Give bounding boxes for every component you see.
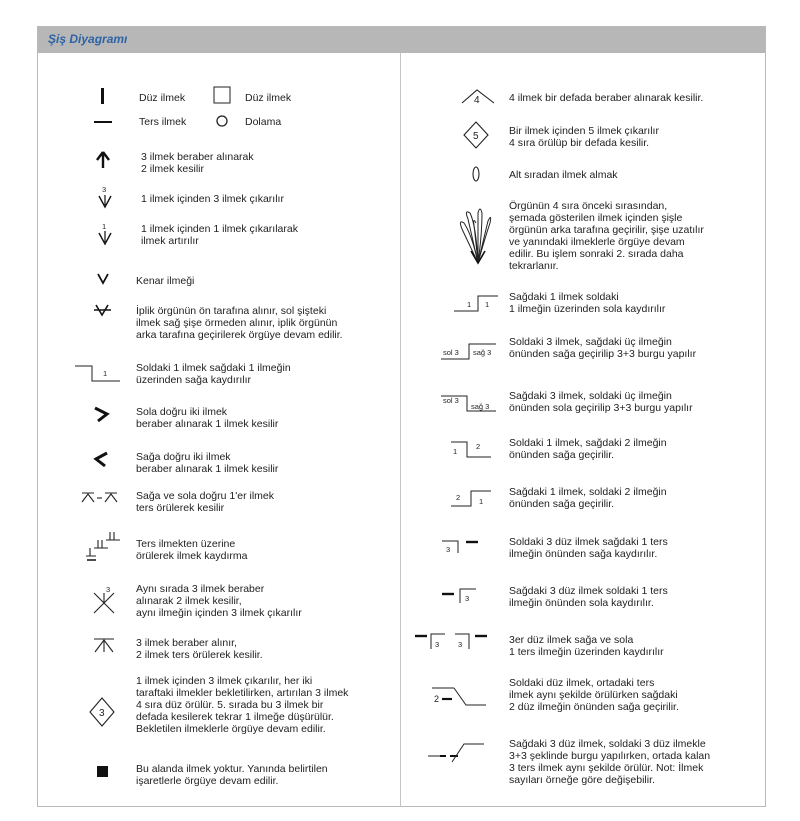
row-cable3-purl-right-line1: Soldaki 3 düz ilmek sağdaki 1 ters bbox=[509, 536, 668, 548]
cable-1-2-b: 2 bbox=[476, 442, 481, 451]
row-cable12-line1: Soldaki 1 ilmek, sağdaki 2 ilmeğin bbox=[509, 437, 667, 449]
row-cable3-purl-right-line2: ilmeğin önünden sağa kaydırılır. bbox=[509, 548, 658, 560]
row-inc1-line1: 1 ilmek içinden 1 ilmek çıkarılarak bbox=[141, 223, 298, 235]
row-purl-dec bbox=[136, 490, 274, 514]
row-bobble5 bbox=[509, 125, 659, 149]
row-cable3-left bbox=[509, 390, 693, 414]
row-cdd-line2: 2 ilmek kesilir bbox=[141, 163, 205, 175]
row-purl-slip-line1: Ters ilmekten üzerine bbox=[136, 538, 236, 550]
cable-3-purl-right-num: 3 bbox=[446, 545, 451, 554]
row-k2tog-line2: beraber alınarak 1 ilmek kesilir bbox=[136, 463, 279, 475]
row-flower-line2: şemada gösterilen ilmek içinden şişle bbox=[509, 212, 683, 224]
row-bobble bbox=[136, 675, 348, 735]
cable-2-1-b: 1 bbox=[479, 497, 484, 506]
row-cable3-left-line2: önünden sola geçirilip 3+3 burgu yapılır bbox=[509, 402, 693, 414]
row-cable-3-purl-3-line1: Sağdaki 3 düz ilmek, soldaki 3 düz ilmekle bbox=[509, 738, 706, 750]
row-bobble-line2: taraftaki ilmekler bekletilirken, artırılan 3 ilmek bbox=[136, 687, 349, 699]
row-slip-line2: ilmek sağ şişe örmeden alınır, iplik örgünün bbox=[136, 317, 338, 329]
row-no-stitch-line2: işaretlerle örgüye devam edilir. bbox=[136, 775, 279, 787]
row-cable3-purl-right bbox=[509, 536, 668, 560]
cable-both-b: 3 bbox=[458, 640, 463, 649]
row-cable3-right-line1: Soldaki 3 ilmek, sağdaki üç ilmeğin bbox=[509, 336, 672, 348]
row-cable-knit-purl-line1: Soldaki düz ilmek, ortadaki ters bbox=[509, 677, 655, 689]
row-cable21-line2: önünden sağa geçirilir. bbox=[509, 498, 615, 510]
cable-3x3-left-b: sağ 3 bbox=[471, 402, 490, 411]
row-bobble-line4: defada kesilerek tekrar 1 ilmeğe düşürülür. bbox=[136, 711, 334, 723]
row-cable-knit-purl-line3: 2 düz ilmeğin önünden sağa geçirilir. bbox=[509, 701, 679, 713]
row-k2tog bbox=[136, 451, 278, 475]
increase-1-number: 1 bbox=[102, 222, 107, 231]
row-bobble-line5: Bekletilen ilmeklerle örgüye devam edilir. bbox=[136, 723, 326, 735]
row-dec-inc-line2: alınarak 2 ilmek kesilir, bbox=[136, 595, 242, 607]
row-flower-line4: ve yanındaki ilmeklerle örgüye devam bbox=[509, 236, 685, 248]
row-below-line1: Alt sıradan ilmek almak bbox=[509, 169, 618, 181]
row-flower-line3: örgünün arka tarafına geçirilir, şişe uzatılır bbox=[509, 224, 704, 236]
cable-3x3-left-icon bbox=[440, 392, 510, 432]
row-inc3-line1: 1 ilmek içinden 3 ilmek çıkarılır bbox=[141, 193, 284, 205]
cable-3x3-right-icon bbox=[440, 340, 510, 380]
cable-3x3-right-b: sağ 3 bbox=[473, 348, 492, 357]
increase-3-number: 3 bbox=[102, 185, 107, 194]
row-flower-line1: Örgünün 4 sıra önceki sırasından, bbox=[509, 200, 668, 212]
cable-3-both-sides-icon bbox=[413, 630, 483, 670]
row-purl-slip bbox=[136, 538, 247, 562]
row-cable-right bbox=[136, 362, 291, 386]
cable-knit-purl-icon bbox=[430, 682, 500, 722]
row-cable3-right-line2: önünden sağa geçirilip 3+3 burgu yapılır bbox=[509, 348, 697, 360]
row-cable-left-line2: 1 ilmeğin üzerinden sola kaydırılır bbox=[509, 303, 666, 315]
cable-3-over-purl-left-icon bbox=[440, 584, 510, 624]
row-cable-left-line1: Sağdaki 1 ilmek soldaki bbox=[509, 291, 619, 303]
row-cable21-line1: Sağdaki 1 ilmek, soldaki 2 ilmeğin bbox=[509, 486, 667, 498]
row-cable-both-line2: 1 ters ilmeğin üzerinden kaydırılır bbox=[509, 646, 664, 658]
row-below bbox=[509, 169, 618, 181]
cable-1-number: 1 bbox=[103, 369, 108, 378]
row-cable-3-purl-3-line4: sayıları örneğe göre değişebilir. bbox=[509, 774, 655, 786]
row-cable3-purl-left bbox=[509, 585, 668, 609]
cable-1-2-a: 1 bbox=[453, 447, 458, 456]
row-inc3 bbox=[141, 193, 284, 205]
row-inc1-line2: ilmek artırılır bbox=[141, 235, 199, 247]
row-edge-line1: Kenar ilmeği bbox=[136, 275, 195, 287]
row-cable12-line2: önünden sağa geçirilir. bbox=[509, 449, 615, 461]
row-purl-dec-line1: Sağa ve sola doğru 1'er ilmek bbox=[136, 490, 274, 502]
cable-3x3-left-a: sol 3 bbox=[443, 396, 459, 405]
row-bobble5-line1: Bir ilmek içinden 5 ilmek çıkarılır bbox=[509, 125, 659, 137]
row-bobble-line3: 4 sıra düz örülür. 5. sırada bu 3 ilmek bir bbox=[136, 699, 324, 711]
cable-3-purl-left-num: 3 bbox=[465, 594, 470, 603]
row-ssk bbox=[136, 406, 278, 430]
cable-left-a: 1 bbox=[467, 300, 472, 309]
page-title: Şiş Diyagramı bbox=[48, 32, 128, 46]
purl-stitch-label: Ters ilmek bbox=[139, 116, 187, 128]
cable-2-1-a: 2 bbox=[456, 493, 461, 502]
dec-inc-number: 3 bbox=[106, 585, 111, 594]
row-cdd-line1: 3 ilmek beraber alınarak bbox=[141, 151, 254, 163]
row-cable-right-line1: Soldaki 1 ilmek sağdaki 1 ilmeğin bbox=[136, 362, 291, 374]
row-cable21 bbox=[509, 486, 667, 510]
row-cable-both bbox=[509, 634, 664, 658]
row-purl-cdd-line1: 3 ilmek beraber alınır, bbox=[136, 637, 237, 649]
row-cable-right-line2: üzerinden sağa kaydırılır bbox=[136, 374, 251, 386]
knit-stitch-label: Düz ilmek bbox=[139, 92, 186, 104]
row-cable3-purl-left-line1: Sağdaki 3 düz ilmek soldaki 1 ters bbox=[509, 585, 668, 597]
cable-1-over-1-icon bbox=[74, 362, 144, 402]
row-cable-both-line1: 3er düz ilmek sağa ve sola bbox=[509, 634, 634, 646]
row-cable-left bbox=[509, 291, 665, 315]
row-purl-dec-line2: ters örülerek kesilir bbox=[136, 502, 225, 514]
cable-3-over-purl-right-icon bbox=[440, 534, 510, 574]
row-bobble5-line2: 4 sıra örülüp bir defada kesilir. bbox=[509, 137, 650, 149]
row-bobble-line1: 1 ilmek içinden 3 ilmek çıkarılır, her iki bbox=[136, 675, 313, 687]
row-ssk-line1: Sola doğru iki ilmek bbox=[136, 406, 228, 418]
row-dec-inc-line1: Aynı sırada 3 ilmek beraber bbox=[136, 583, 265, 595]
cable-3x3-right-a: sol 3 bbox=[443, 348, 459, 357]
row-dec4 bbox=[509, 92, 703, 104]
row-cable3-left-line1: Sağdaki 3 ilmek, soldaki üç ilmeğin bbox=[509, 390, 672, 402]
bobble-5-number: 5 bbox=[473, 131, 479, 142]
row-k2tog-line1: Sağa doğru iki ilmek bbox=[136, 451, 231, 463]
row-dec-inc-line3: aynı ilmeğin içinden 3 ilmek çıkarılır bbox=[136, 607, 302, 619]
row-edge bbox=[136, 275, 194, 287]
cable-both-a: 3 bbox=[435, 640, 440, 649]
yarn-over-label: Dolama bbox=[245, 116, 282, 128]
knit-square-label: Düz ilmek bbox=[245, 92, 292, 104]
row-slip bbox=[136, 305, 343, 341]
row-cable-3-purl-3-line3: 3 ters ilmek aynı şekilde örülür. Not: İlmek bbox=[509, 762, 704, 774]
column-divider bbox=[400, 53, 401, 807]
cable-left-b: 1 bbox=[485, 300, 490, 309]
bobble-number: 3 bbox=[99, 708, 105, 719]
row-dec4-line1: 4 ilmek bir defada beraber alınarak kesilir. bbox=[509, 92, 704, 104]
row-cable-3-purl-3 bbox=[509, 738, 710, 786]
row-cable-knit-purl bbox=[509, 677, 679, 713]
row-cable-3-purl-3-line2: 3+3 şeklinde burgu yapılırken, ortada kalan bbox=[509, 750, 711, 762]
row-flower-line6: tekrarlanır. bbox=[509, 260, 559, 272]
row-slip-line1: İplik örgünün ön tarafına alınır, sol şişteki bbox=[136, 305, 327, 317]
row-cdd bbox=[141, 151, 254, 175]
row-flower-line5: edilir. Bu işlem sonraki 2. sırada daha bbox=[509, 248, 684, 260]
row-purl-slip-line2: örülerek ilmek kaydırma bbox=[136, 550, 248, 562]
row-cable-knit-purl-line2: ilmek aynı şekilde örülürken sağdaki bbox=[509, 689, 678, 701]
row-no-stitch bbox=[136, 763, 328, 787]
row-cable12 bbox=[509, 437, 667, 461]
row-purl-cdd bbox=[136, 637, 263, 661]
dec-4-number: 4 bbox=[474, 95, 480, 106]
cable-knit-purl-num: 2 bbox=[434, 694, 440, 704]
row-slip-line3: arka tarafına geçirilerek örgüye devam edilir. bbox=[136, 329, 343, 341]
row-cable3-purl-left-line2: ilmeğin önünden sola kaydırılır. bbox=[509, 597, 654, 609]
row-dec-inc bbox=[136, 583, 302, 619]
row-purl-cdd-line2: 2 ilmek ters örülerek kesilir. bbox=[136, 649, 263, 661]
row-flower bbox=[509, 200, 704, 272]
row-inc1 bbox=[141, 223, 298, 247]
row-no-stitch-line1: Bu alanda ilmek yoktur. Yanında belirtilen bbox=[136, 763, 328, 775]
cable-3-purl-3-icon bbox=[426, 740, 496, 780]
row-cable3-right bbox=[509, 336, 696, 360]
row-ssk-line2: beraber alınarak 1 ilmek kesilir bbox=[136, 418, 279, 430]
title-bar bbox=[38, 27, 765, 53]
